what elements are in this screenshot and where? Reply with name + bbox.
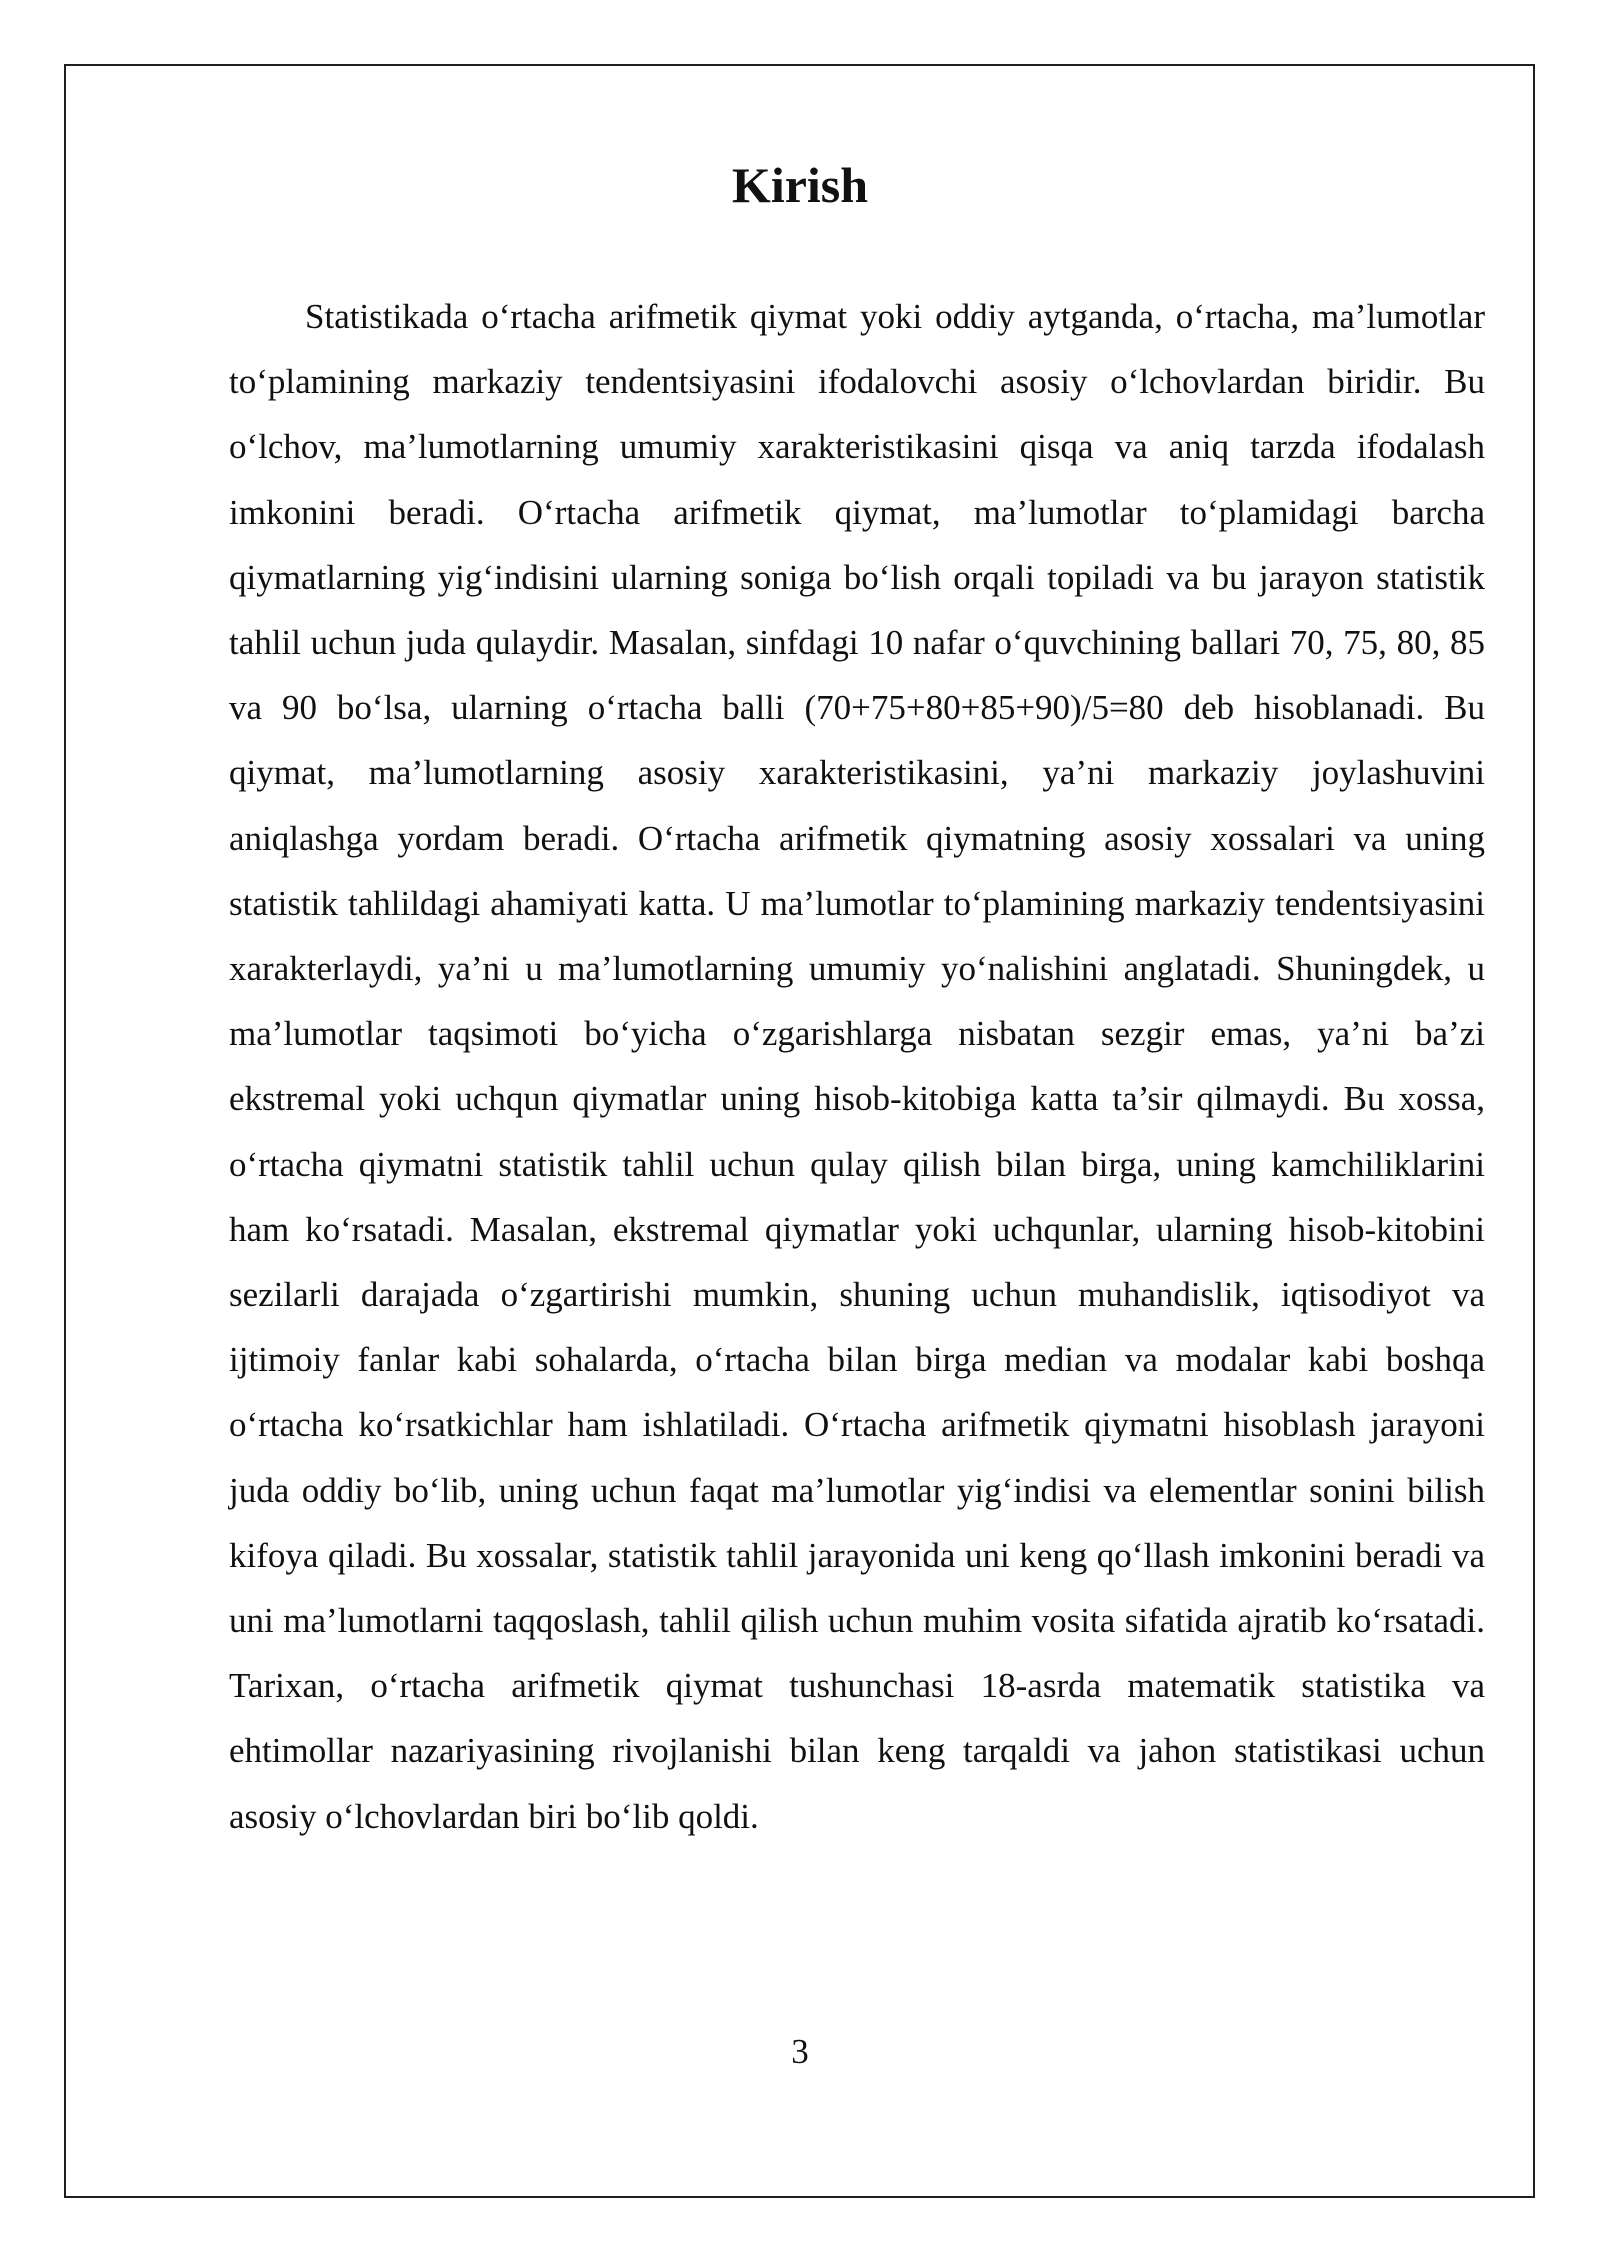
body-paragraph: Statistikada o‘rtacha arifmetik qiymat yoki oddiy aytganda, o‘rtacha, ma’lumotlar to‘plamining markaziy tendentsiyasini ifodalovchi asosiy o‘lchovlardan biridir. Bu o‘lchov, ma’lumotlarning umumiy xarakteristikasini qisqa va aniq tarzda ifodalash imkonini beradi. O‘rtacha arifmetik qiymat, ma’lumotlar to‘plamidagi barcha qiymatlarning yig‘indisini ularning soniga bo‘lish orqali topiladi va bu jarayon statistik tahlil uchun juda qulaydir. Masalan, sinfdagi 10 nafar o‘quvchining ballari 70, 75, 80, 85 va 90 bo‘lsa, ularning o‘rtacha balli (70+75+80+85+90)/5=80 deb hisoblanadi. Bu qiymat, ma’lumotlarning asosiy xarakteristikasini, ya’ni markaziy joylashuvini aniqlashga yordam beradi. O‘rtacha arifmetik qiymatning asosiy xossalari va uning statistik tahlildagi ahamiyati katta. U ma’lumotlar to‘plamining markaziy tendentsiyasini xarakterlaydi, ya’ni u ma’lumotlarning umumiy yo‘nalishini anglatadi. Shuningdek, u ma’lumotlar taqsimoti bo‘yicha o‘zgarishlarga nisbatan sezgir emas, ya’ni ba’zi ekstremal yoki uchqun qiymatlar uning hisob-kitobiga katta ta’sir qilmaydi. Bu xossa, o‘rtacha qiymatni statistik tahlil uchun qulay qilish bilan birga, uning kamchiliklarini ham ko‘rsatadi. Masalan, ekstremal qiymatlar yoki uchqunlar, ularning hisob-kitobini sezilarli darajada o‘zgartirishi mumkin, shuning uchun muhandislik, iqtisodiyot va ijtimoiy fanlar kabi sohalarda, o‘rtacha bilan birga median va modalar kabi boshqa o‘rtacha ko‘rsatkichlar ham ishlatiladi. O‘rtacha arifmetik qiymatni hisoblash jarayoni juda oddiy bo‘lib, uning uchun faqat ma’lumotlar yig‘indisi va elementlar sonini bilish kifoya qiladi. Bu xossalar, statistik tahlil jarayonida uni keng qo‘llash imkonini beradi va uni ma’lumotlarni taqqoslash, tahlil qilish uchun muhim vosita sifatida ajratib ko‘rsatadi. Tarixan, o‘rtacha arifmetik qiymat tushunchasi 18-asrda matematik statistika va ehtimollar nazariyasining rivojlanishi bilan keng tarqaldi va jahon statistikasi uchun asosiy o‘lchovlardan biri bo‘lib qoldi.	[229, 297, 1485, 1836]
page-number: 3	[791, 2032, 809, 2071]
page-title: Kirish	[731, 157, 869, 213]
